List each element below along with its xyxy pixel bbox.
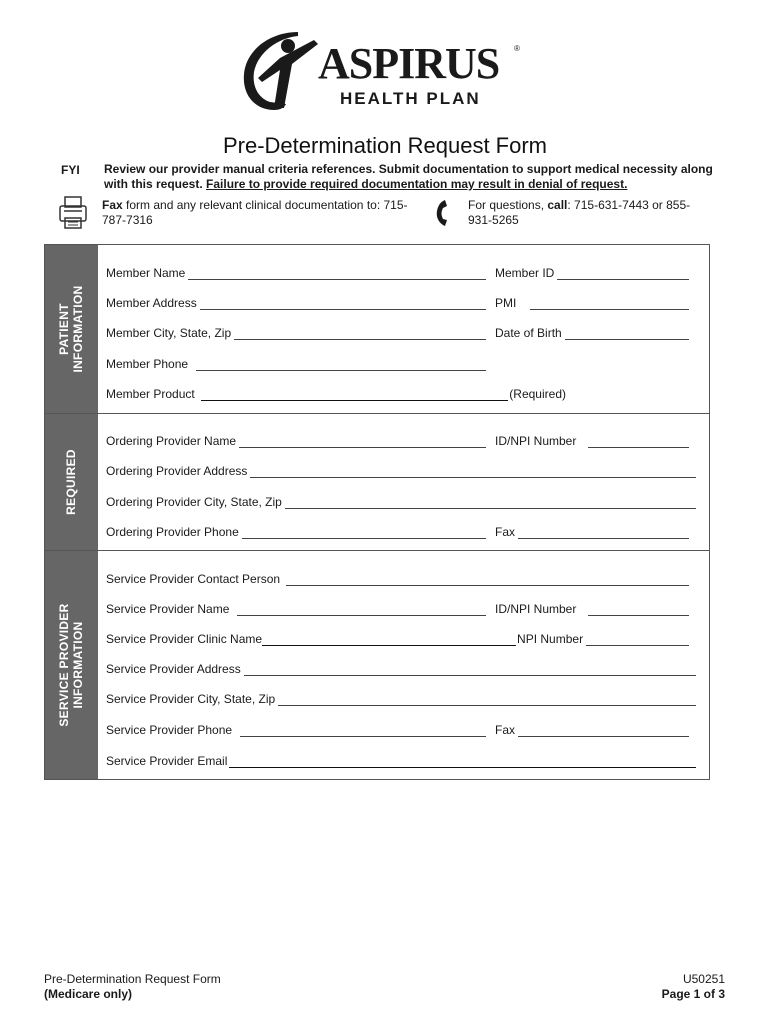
service-fax-field[interactable] <box>495 723 689 737</box>
fax-icon <box>58 196 88 230</box>
service-phone-line[interactable] <box>240 725 486 737</box>
member-phone-field[interactable] <box>106 357 486 371</box>
service-fax-label: Fax <box>495 723 516 737</box>
pmi-field[interactable] <box>495 296 689 310</box>
section-label <box>57 285 85 372</box>
phone-icon <box>435 199 449 227</box>
service-email-label: Service Provider Email <box>106 754 228 768</box>
service-city-line[interactable] <box>278 694 696 706</box>
phone-numbers: : 715-631-7443 or 855-931-5265 <box>468 198 691 227</box>
ordering-fax-label: Fax <box>495 525 516 539</box>
phone-call: call <box>547 198 568 212</box>
service-phone-label: Service Provider Phone <box>106 723 233 737</box>
section-label-line1: PATIENT <box>57 303 71 355</box>
section-bar <box>45 245 98 413</box>
service-address-line[interactable] <box>244 664 696 676</box>
member-id-field[interactable] <box>495 266 689 280</box>
footer-left <box>44 972 221 1002</box>
ordering-provider-address-line[interactable] <box>250 466 696 478</box>
ordering-id-npi-label: ID/NPI Number <box>495 434 577 448</box>
footer-right <box>662 972 725 1002</box>
brand-subtitle: HEALTH PLAN <box>340 89 481 108</box>
registered-mark: ® <box>514 44 520 53</box>
dob-line[interactable] <box>565 328 689 340</box>
ordering-provider-name-line[interactable] <box>239 436 486 448</box>
member-name-label: Member Name <box>106 266 186 280</box>
ordering-fax-line[interactable] <box>518 527 689 539</box>
member-product-line[interactable] <box>201 389 509 401</box>
member-phone-label: Member Phone <box>106 357 189 371</box>
page-number: Page 1 of 3 <box>661 987 725 1001</box>
ordering-provider-phone-label: Ordering Provider Phone <box>106 525 239 539</box>
member-address-line[interactable] <box>200 298 486 310</box>
service-id-npi-label: ID/NPI Number <box>495 602 577 616</box>
ordering-fax-field[interactable] <box>495 525 689 539</box>
section-label-line2: INFORMATION <box>71 621 85 709</box>
footer-form-name: Pre-Determination Request Form <box>44 972 221 986</box>
fyi-text <box>104 162 714 192</box>
member-phone-line[interactable] <box>196 359 486 371</box>
service-city-label: Service Provider City, State, Zip <box>106 692 276 706</box>
member-name-line[interactable] <box>188 268 486 280</box>
ordering-provider-name-label: Ordering Provider Name <box>106 434 237 448</box>
service-contact-person-field[interactable] <box>106 572 689 586</box>
service-city-field[interactable] <box>106 692 696 706</box>
ordering-provider-address-field[interactable] <box>106 464 696 478</box>
service-email-line[interactable] <box>229 756 696 768</box>
fax-instructions <box>102 198 412 228</box>
section-bar <box>45 414 98 550</box>
pmi-line[interactable] <box>530 298 689 310</box>
member-name-field[interactable] <box>106 266 486 280</box>
member-product-label: Member Product <box>106 387 195 401</box>
service-email-field[interactable] <box>106 754 696 768</box>
dob-label: Date of Birth <box>495 326 562 340</box>
member-city-line[interactable] <box>234 328 486 340</box>
page-title: Pre-Determination Request Form <box>222 133 547 158</box>
service-npi-label: NPI Number <box>517 632 584 646</box>
member-city-label: Member City, State, Zip <box>106 326 232 340</box>
brand-name: ASPIRUS <box>318 39 500 88</box>
ordering-provider-city-line[interactable] <box>285 497 696 509</box>
service-address-field[interactable] <box>106 662 696 676</box>
member-address-field[interactable] <box>106 296 486 310</box>
service-contact-person-line[interactable] <box>286 574 689 586</box>
footer-form-code: U50251 <box>682 972 725 986</box>
service-fax-line[interactable] <box>518 725 689 737</box>
fax-label: Fax <box>102 198 123 212</box>
ordering-provider-phone-line[interactable] <box>242 527 486 539</box>
service-clinic-name-field[interactable] <box>106 632 689 646</box>
service-clinic-name-line[interactable] <box>262 634 516 646</box>
section-bar <box>45 551 98 779</box>
pmi-label: PMI <box>495 296 517 310</box>
ordering-provider-address-label: Ordering Provider Address <box>106 464 248 478</box>
service-phone-field[interactable] <box>106 723 486 737</box>
service-provider-name-field[interactable] <box>106 602 486 616</box>
fyi-tag: FYI <box>61 163 80 177</box>
fyi-text-warning: Failure to provide required documentation may result in denial of request. <box>206 177 628 191</box>
ordering-id-npi-line[interactable] <box>588 436 689 448</box>
phone-pre: For questions, <box>468 198 548 212</box>
member-id-line[interactable] <box>557 268 689 280</box>
section-label-line1: SERVICE PROVIDER <box>57 603 71 727</box>
fyi-text-plain: Review our provider manual criteria references. Submit documentation to support medical necessity along with this request. <box>104 162 713 191</box>
ordering-provider-name-field[interactable] <box>106 434 486 448</box>
member-id-label: Member ID <box>495 266 555 280</box>
dob-field[interactable] <box>495 326 689 340</box>
service-provider-name-line[interactable] <box>237 604 486 616</box>
ordering-id-npi-field[interactable] <box>495 434 689 448</box>
ordering-provider-city-label: Ordering Provider City, State, Zip <box>106 495 282 509</box>
member-address-label: Member Address <box>106 296 197 310</box>
service-id-npi-line[interactable] <box>588 604 689 616</box>
section-label-line2: INFORMATION <box>71 285 85 373</box>
section-label: REQUIRED <box>64 449 78 515</box>
fax-detail: form and any relevant clinical documentation to: 715-787-7316 <box>102 198 408 227</box>
member-city-field[interactable] <box>106 326 486 340</box>
ordering-provider-phone-field[interactable] <box>106 525 486 539</box>
member-product-required: (Required) <box>509 387 566 401</box>
ordering-provider-city-field[interactable] <box>106 495 696 509</box>
service-address-label: Service Provider Address <box>106 662 241 676</box>
service-provider-name-label: Service Provider Name <box>106 602 230 616</box>
service-npi-line[interactable] <box>586 634 689 646</box>
service-contact-person-label: Service Provider Contact Person <box>106 572 281 586</box>
footer-form-scope: (Medicare only) <box>44 987 133 1001</box>
service-id-npi-field[interactable] <box>495 602 689 616</box>
phone-instructions <box>468 198 708 228</box>
member-product-field[interactable] <box>106 387 566 401</box>
section-label <box>57 603 85 726</box>
service-clinic-name-label: Service Provider Clinic Name <box>106 632 263 646</box>
